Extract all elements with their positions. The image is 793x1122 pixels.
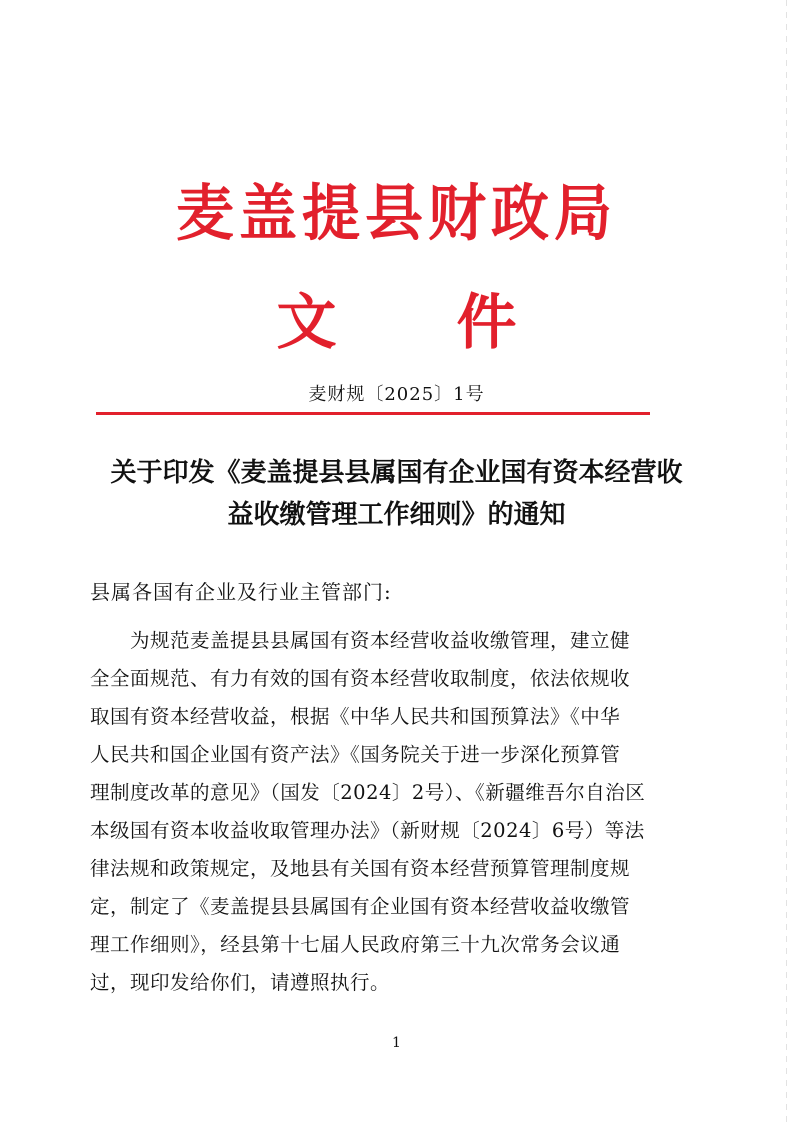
scan-edge <box>786 0 787 1122</box>
body-line: 律法规和政策规定，及地县有关国有资本经营预算管理制度规 <box>90 857 631 880</box>
body-line: 为规范麦盖提县县属国有资本经营收益收缴管理，建立健 <box>130 629 631 652</box>
page-number: 1 <box>392 1035 401 1051</box>
document-type-header: 文件 <box>276 288 637 358</box>
notice-title-line-2: 益收缴管理工作细则》的通知 <box>227 500 566 530</box>
red-separator-line <box>96 412 650 415</box>
body-line: 理制度改革的意见》（国发〔2024〕2号）、《新疆维吾尔自治区 <box>90 781 646 804</box>
notice-title <box>80 452 713 536</box>
body-line: 理工作细则》，经县第十七届人民政府第三十九次常务会议通 <box>90 933 621 956</box>
addressee: 县属各国有企业及行业主管部门: <box>90 580 392 604</box>
body-paragraph <box>90 622 710 1002</box>
document-number: 麦财规〔2025〕1号 <box>308 384 485 405</box>
notice-title-line-1: 关于印发《麦盖提县县属国有企业国有资本经营收 <box>110 458 683 488</box>
body-line: 定，制定了《麦盖提县县属国有企业国有资本经营收益收缴管 <box>90 895 631 918</box>
agency-header: 麦盖提县财政局 <box>175 177 617 249</box>
body-line: 全全面规范、有力有效的国有资本经营收取制度，依法依规收 <box>90 667 631 690</box>
body-line: 人民共和国企业国有资产法》《国务院关于进一步深化预算管 <box>90 743 621 766</box>
body-line: 本级国有资本收益收取管理办法》（新财规〔2024〕6号）等法 <box>90 819 645 842</box>
body-line: 取国有资本经营收益，根据《中华人民共和国预算法》《中华 <box>90 705 621 728</box>
body-line: 过，现印发给你们，请遵照执行。 <box>90 971 391 994</box>
